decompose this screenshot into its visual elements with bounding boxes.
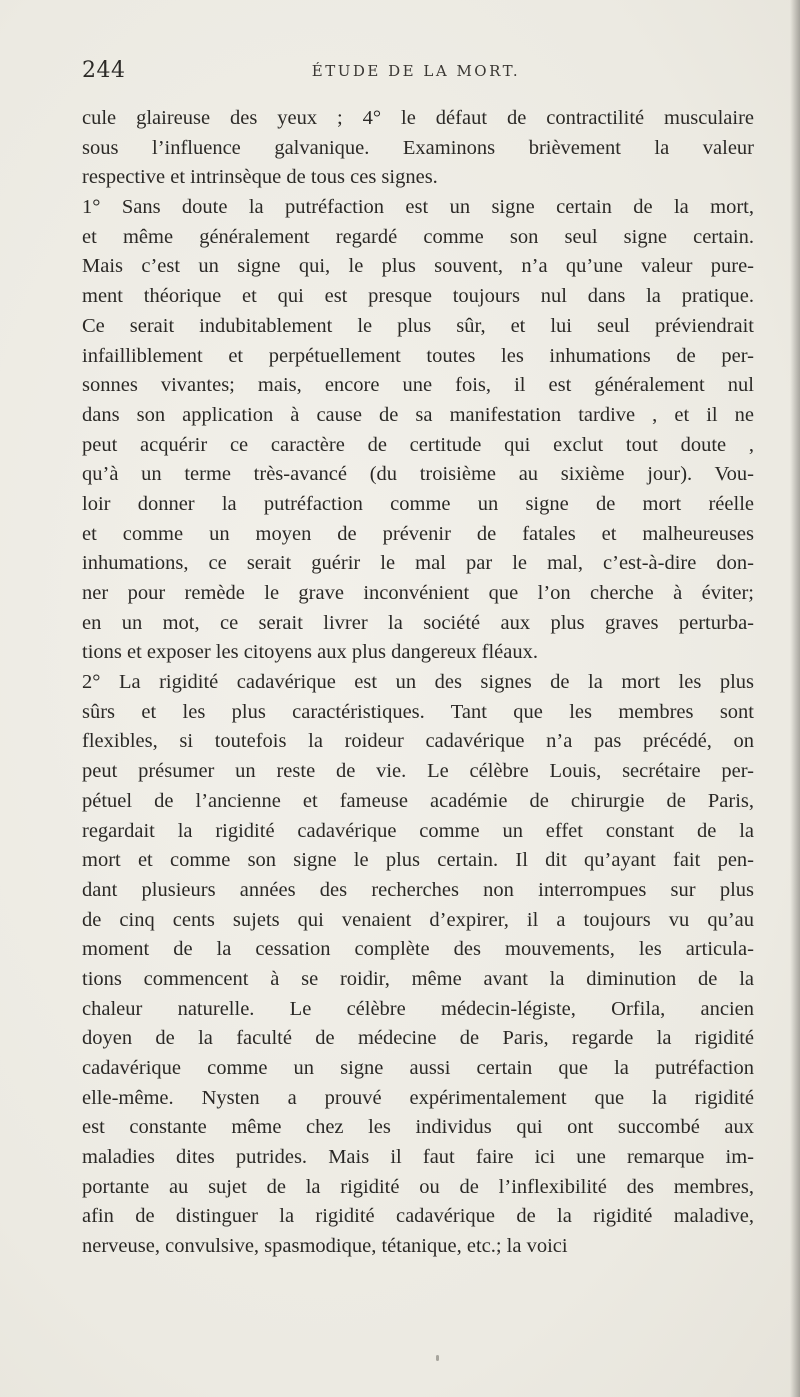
text-line: et comme un moyen de prévenir de fatales et malheureuses [82,522,754,545]
text-line: est constante même chez les individus qui ont succombé aux [82,1116,754,1139]
text-line: maladies dites putrides. Mais il faut faire ici une remarque im- [82,1146,754,1169]
text-line: dans son application à cause de sa manifestation tardive , et il ne [82,403,754,426]
text-line: et même généralement regardé comme son seul signe certain. [82,225,754,248]
text-line: cule glaireuse des yeux ; 4° le défaut de contractilité musculaire [82,107,754,129]
text-line: pétuel de l’ancienne et fameuse académie de chirurgie de Paris, [82,789,754,812]
text-line: peut présumer un reste de vie. Le célèbre Louis, secrétaire per- [82,760,754,783]
paper-speck [436,1355,439,1361]
text-line: ment théorique et qui est presque toujours nul dans la pratique. [82,285,754,308]
body-text [82,104,754,1262]
text-line: nerveuse, convulsive, spasmodique, tétanique, etc.; la voici [82,1235,568,1258]
text-line: Ce serait indubitablement le plus sûr, et lui seul préviendrait [82,314,754,337]
text-line: 2° La rigidité cadavérique est un des signes de la mort les plus [82,671,754,694]
text-line: flexibles, si toutefois la roideur cadavérique n’a pas précédé, on [82,730,754,753]
text-line: sûrs et les plus caractéristiques. Tant que les membres sont [82,700,754,723]
text-line: sous l’influence galvanique. Examinons brièvement la valeur [82,136,754,159]
text-line: mort et comme son signe le plus certain. Il dit qu’ayant fait pen- [82,849,754,872]
text-line: 1° Sans doute la putréfaction est un signe certain de la mort, [82,196,754,219]
text-line: cadavérique comme un signe aussi certain que la putréfaction [82,1057,754,1079]
text-line: respective et intrinsèque de tous ces signes. [82,166,438,189]
text-line: inhumations, ce serait guérir le mal par le mal, c’est-à-dire don- [82,552,754,575]
text-line: chaleur naturelle. Le célèbre médecin-légiste, Orfila, ancien [82,997,754,1020]
text-line: loir donner la putréfaction comme un signe de mort réelle [82,492,754,515]
text-line: afin de distinguer la rigidité cadavérique de la rigidité maladive, [82,1205,754,1228]
text-line: elle-même. Nysten a prouvé expérimentalement que la rigidité [82,1086,754,1109]
text-line: de cinq cents sujets qui venaient d’expirer, il a toujours vu qu’au [82,908,754,931]
text-line: infailliblement et perpétuellement toutes les inhumations de per- [82,344,754,367]
text-line: doyen de la faculté de médecine de Paris, regarde la rigidité [82,1027,754,1050]
text-line: regardait la rigidité cadavérique comme un effet constant de la [82,819,754,842]
text-line: qu’à un terme très-avancé (du troisième au sixième jour). Vou- [82,463,754,486]
text-line: tions et exposer les citoyens aux plus dangereux fléaux. [82,641,538,664]
text-line: portante au sujet de la rigidité ou de l’inflexibilité des membres, [82,1175,754,1198]
text-line: tions commencent à se roidir, même avant la diminution de la [82,967,754,990]
running-head: ÉTUDE DE LA MORT. [311,62,521,80]
page-edge-shadow [790,0,800,1397]
text-line: ner pour remède le grave inconvénient que l’on cherche à éviter; [82,582,754,604]
page-number: 244 [82,58,126,83]
page-header [82,58,750,88]
text-line: en un mot, ce serait livrer la société aux plus graves perturba- [82,611,754,634]
text-line: dant plusieurs années des recherches non interrompues sur plus [82,878,754,901]
text-line: Mais c’est un signe qui, le plus souvent, n’a qu’une valeur pure- [82,255,754,278]
text-line: sonnes vivantes; mais, encore une fois, il est généralement nul [82,374,754,397]
text-line: moment de la cessation complète des mouvements, les articula- [82,938,754,961]
text-line: peut acquérir ce caractère de certitude qui exclut tout doute , [82,433,754,456]
